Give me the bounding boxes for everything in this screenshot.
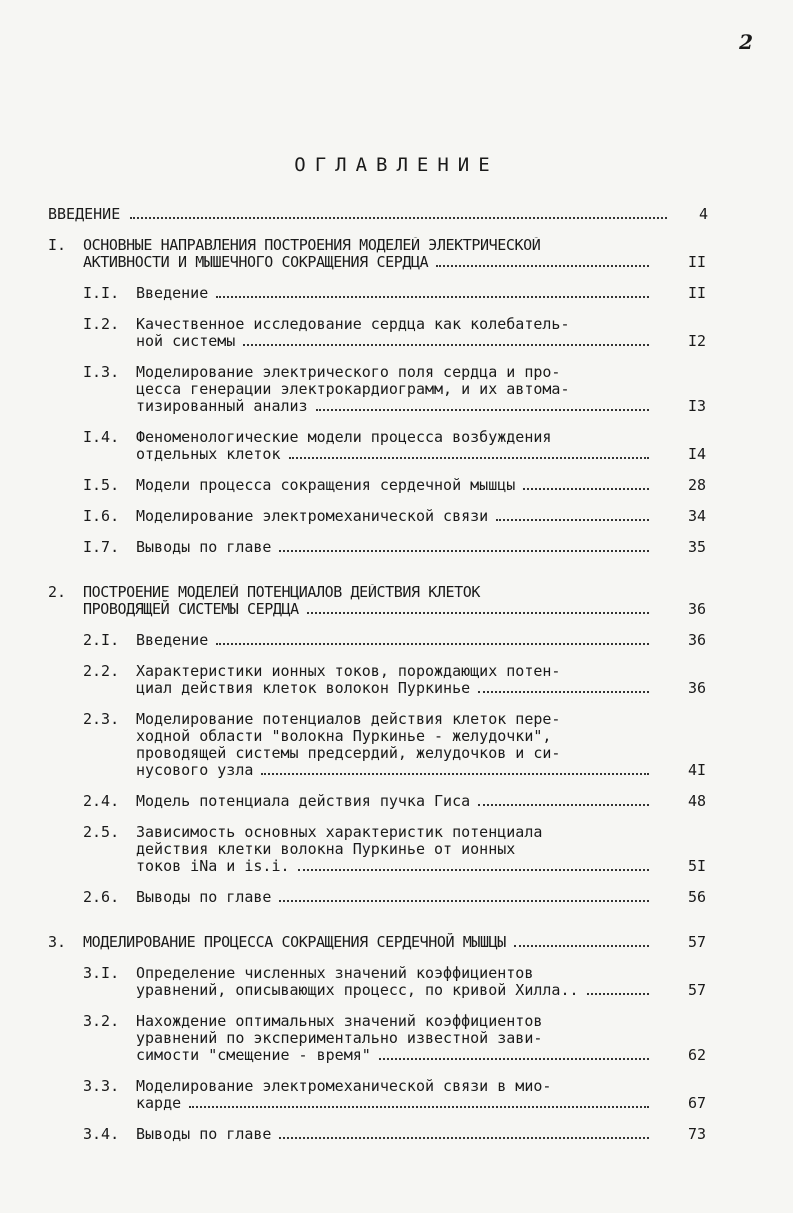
entry-page-number: I2 xyxy=(687,332,706,350)
entry-title-line: цесса генерации электрокардиограмм, и их автома- xyxy=(136,381,570,398)
entry-title xyxy=(136,1013,653,1064)
entry-title-text: Выводы по главе xyxy=(136,538,272,556)
entry-title xyxy=(83,584,653,618)
entry-number: I.6. xyxy=(83,507,120,525)
entry-page-number: 36 xyxy=(687,600,706,618)
entry-title-text: ной системы xyxy=(136,332,236,350)
entry-title-line: Моделирование электромеханической связи в мио- xyxy=(136,1078,552,1095)
toc-section[interactable] xyxy=(48,824,708,875)
spacer xyxy=(48,810,708,824)
entry-page-number: 62 xyxy=(687,1046,706,1064)
spacer xyxy=(48,271,708,285)
entry-page-number: 48 xyxy=(687,792,706,810)
entry-title-line xyxy=(136,982,653,999)
spacer xyxy=(48,779,708,793)
dot-leader xyxy=(243,343,649,346)
toc-section[interactable] xyxy=(48,711,708,779)
dot-leader xyxy=(379,1057,649,1060)
entry-title-line: Моделирование электрического поля сердца и про- xyxy=(136,364,561,381)
entry-number: I.4. xyxy=(83,428,120,446)
dot-leader xyxy=(279,899,649,902)
dot-leader xyxy=(261,772,649,775)
toc-section[interactable] xyxy=(48,965,708,999)
entry-title-line: Феноменологические модели процесса возбуждения xyxy=(136,429,552,446)
spacer xyxy=(48,649,708,663)
entry-title-text: карде xyxy=(136,1094,182,1112)
toc-section[interactable] xyxy=(48,632,708,649)
entry-title-line xyxy=(136,632,653,649)
entry-title xyxy=(83,237,653,271)
entry-title-line: Нахождение оптимальных значений коэффициентов xyxy=(136,1013,543,1030)
entry-page-number: 28 xyxy=(687,476,706,494)
entry-title-text: ПРОВОДЯЩЕЙ СИСТЕМЫ СЕРДЦА xyxy=(83,600,299,618)
entry-page-number: 5I xyxy=(687,857,706,875)
entry-title-line xyxy=(136,539,653,556)
spacer xyxy=(48,463,708,477)
entry-title xyxy=(83,934,653,951)
page-title: ОГЛАВЛЕНИЕ xyxy=(294,154,499,176)
entry-number: 2.5. xyxy=(83,823,120,841)
entry-number: I.5. xyxy=(83,476,120,494)
toc-chapter[interactable] xyxy=(48,934,708,951)
entry-title-text: МОДЕЛИРОВАНИЕ ПРОЦЕССА СОКРАЩЕНИЯ СЕРДЕЧНОЙ МЫШЦЫ xyxy=(83,933,506,951)
entry-title-text: Введение xyxy=(136,631,209,649)
toc-section[interactable] xyxy=(48,1013,708,1064)
toc-section[interactable] xyxy=(48,793,708,810)
entry-title xyxy=(136,889,653,906)
entry-page-number: II xyxy=(687,284,706,302)
entry-title-line xyxy=(136,1095,653,1112)
entry-title xyxy=(136,316,653,350)
dot-leader xyxy=(130,216,667,219)
entry-title xyxy=(136,1126,653,1143)
dot-leader xyxy=(514,944,649,947)
toc-section[interactable] xyxy=(48,1126,708,1143)
spacer xyxy=(48,223,708,237)
entry-page-number: 57 xyxy=(687,981,706,999)
entry-title xyxy=(136,508,653,525)
dot-leader xyxy=(216,642,649,645)
dot-leader xyxy=(523,487,649,490)
entry-number: I.I. xyxy=(83,284,120,302)
entry-title-line xyxy=(136,762,653,779)
intro-label: ВВЕДЕНИЕ xyxy=(48,205,121,223)
entry-title xyxy=(136,663,653,697)
entry-title-text: Выводы по главе xyxy=(136,888,272,906)
toc-chapter[interactable] xyxy=(48,584,708,618)
dot-leader xyxy=(216,295,649,298)
entry-title-line xyxy=(83,934,653,951)
entry-title xyxy=(136,793,653,810)
entry-page-number: II xyxy=(687,253,706,271)
toc-section[interactable] xyxy=(48,429,708,463)
entry-title-text: нусового узла xyxy=(136,761,254,779)
spacer xyxy=(48,697,708,711)
entry-number: I. xyxy=(48,236,67,254)
entry-title-line xyxy=(136,477,653,494)
entry-title xyxy=(136,965,653,999)
entry-title-line xyxy=(83,601,653,618)
entry-title-line: ПОСТРОЕНИЕ МОДЕЛЕЙ ПОТЕНЦИАЛОВ ДЕЙСТВИЯ КЛЕТОК xyxy=(83,584,481,601)
entry-title-line: ходной области "волокна Пуркинье - желудочки", xyxy=(136,728,552,745)
entry-page-number: 57 xyxy=(687,933,706,951)
entry-number: 3.I. xyxy=(83,964,120,982)
entry-title-line: действия клетки волокна Пуркинье от ионных xyxy=(136,841,516,858)
spacer xyxy=(48,1064,708,1078)
spacer xyxy=(48,999,708,1013)
toc-section[interactable] xyxy=(48,663,708,697)
entry-number: 3. xyxy=(48,933,67,951)
entry-number: 2.2. xyxy=(83,662,120,680)
entry-title xyxy=(136,824,653,875)
toc-section[interactable] xyxy=(48,316,708,350)
entry-page-number: 34 xyxy=(687,507,706,525)
entry-title xyxy=(136,711,653,779)
entry-title-text: отдельных клеток xyxy=(136,445,281,463)
entry-title xyxy=(136,364,653,415)
spacer xyxy=(48,618,708,632)
spacer xyxy=(48,494,708,508)
spacer xyxy=(48,556,708,584)
entry-page-number: I3 xyxy=(687,397,706,415)
entry-page-number: 35 xyxy=(687,538,706,556)
entry-title-line xyxy=(136,333,653,350)
dot-leader xyxy=(279,549,649,552)
entry-title xyxy=(136,632,653,649)
entry-number: I.2. xyxy=(83,315,120,333)
toc-section[interactable] xyxy=(48,539,708,556)
entry-title-line: Определение численных значений коэффициентов xyxy=(136,965,534,982)
spacer xyxy=(48,350,708,364)
entry-title-text: уравнений, описывающих процесс, по кривой Хилла.. xyxy=(136,981,579,999)
entry-title-line xyxy=(136,858,653,875)
toc-intro[interactable] xyxy=(48,205,708,223)
dot-leader xyxy=(436,264,649,267)
entry-title-line: Моделирование потенциалов действия клеток пере- xyxy=(136,711,561,728)
entry-page-number: 73 xyxy=(687,1125,706,1143)
entry-title-line xyxy=(136,793,653,810)
entry-title-text: симости "смещение - время" xyxy=(136,1046,371,1064)
entry-title-line xyxy=(136,398,653,415)
page-number: 2 xyxy=(739,30,753,54)
spacer xyxy=(48,875,708,889)
entry-number: 2. xyxy=(48,583,67,601)
toc-section[interactable] xyxy=(48,508,708,525)
dot-leader xyxy=(307,611,649,614)
entry-title-text: АКТИВНОСТИ И МЫШЕЧНОГО СОКРАЩЕНИЯ СЕРДЦА xyxy=(83,253,429,271)
spacer xyxy=(48,1112,708,1126)
toc-section[interactable] xyxy=(48,285,708,302)
entry-page-number: 36 xyxy=(687,679,706,697)
entry-number: 2.4. xyxy=(83,792,120,810)
entry-title-line: Характеристики ионных токов, порождающих потен- xyxy=(136,663,561,680)
entry-title-line xyxy=(136,446,653,463)
entry-page-number: 67 xyxy=(687,1094,706,1112)
dot-leader xyxy=(279,1136,649,1139)
entry-title-text: циал действия клеток волокон Пуркинье xyxy=(136,679,471,697)
entry-number: 3.3. xyxy=(83,1077,120,1095)
entry-title xyxy=(136,477,653,494)
entry-number: 2.3. xyxy=(83,710,120,728)
entry-title xyxy=(136,539,653,556)
entry-title-text: Выводы по главе xyxy=(136,1125,272,1143)
dot-leader xyxy=(478,690,649,693)
dot-leader xyxy=(316,408,649,411)
entry-title-line: Зависимость основных характеристик потенциала xyxy=(136,824,543,841)
intro-page: 4 xyxy=(698,205,708,223)
entry-title xyxy=(136,285,653,302)
toc-section[interactable] xyxy=(48,364,708,415)
dot-leader xyxy=(587,992,649,995)
spacer xyxy=(48,415,708,429)
entry-title-line xyxy=(136,680,653,697)
entry-title-line xyxy=(136,1126,653,1143)
entry-number: 3.2. xyxy=(83,1012,120,1030)
entry-page-number: 4I xyxy=(687,761,706,779)
entry-title-text: Моделирование электромеханической связи xyxy=(136,507,489,525)
entry-number: I.7. xyxy=(83,538,120,556)
entry-title xyxy=(136,1078,653,1112)
entry-title-text: токов iNa и is.i. xyxy=(136,857,290,875)
spacer xyxy=(48,906,708,934)
entry-page-number: 36 xyxy=(687,631,706,649)
toc-chapter[interactable] xyxy=(48,237,708,271)
dot-leader xyxy=(496,518,649,521)
entry-title-line: Качественное исследование сердца как колебатель- xyxy=(136,316,570,333)
entry-title-text: Модель потенциала действия пучка Гиса xyxy=(136,792,471,810)
toc-section[interactable] xyxy=(48,477,708,494)
entry-title-line xyxy=(136,1047,653,1064)
spacer xyxy=(48,302,708,316)
toc-section[interactable] xyxy=(48,1078,708,1112)
entry-title-line xyxy=(136,285,653,302)
dot-leader xyxy=(189,1105,649,1108)
entry-title-line xyxy=(83,254,653,271)
entry-title-line: ОСНОВНЫЕ НАПРАВЛЕНИЯ ПОСТРОЕНИЯ МОДЕЛЕЙ ЭЛЕКТРИЧЕСКОЙ xyxy=(83,237,541,254)
spacer xyxy=(48,525,708,539)
entry-title-text: тизированный анализ xyxy=(136,397,308,415)
entry-title-line xyxy=(136,508,653,525)
entry-page-number: I4 xyxy=(687,445,706,463)
entry-title-text: Модели процесса сокращения сердечной мышцы xyxy=(136,476,516,494)
toc-section[interactable] xyxy=(48,889,708,906)
entry-number: 3.4. xyxy=(83,1125,120,1143)
table-of-contents xyxy=(48,205,708,1143)
entry-number: I.3. xyxy=(83,363,120,381)
entry-title-line xyxy=(136,889,653,906)
entry-number: 2.I. xyxy=(83,631,120,649)
entry-title-line: проводящей системы предсердий, желудочков и си- xyxy=(136,745,561,762)
dot-leader xyxy=(298,868,649,871)
entry-title xyxy=(136,429,653,463)
spacer xyxy=(48,951,708,965)
dot-leader xyxy=(478,803,649,806)
dot-leader xyxy=(289,456,650,459)
entry-page-number: 56 xyxy=(687,888,706,906)
entry-number: 2.6. xyxy=(83,888,120,906)
entry-title-line: уравнений по экспериментально известной зави- xyxy=(136,1030,543,1047)
entry-title-text: Введение xyxy=(136,284,209,302)
